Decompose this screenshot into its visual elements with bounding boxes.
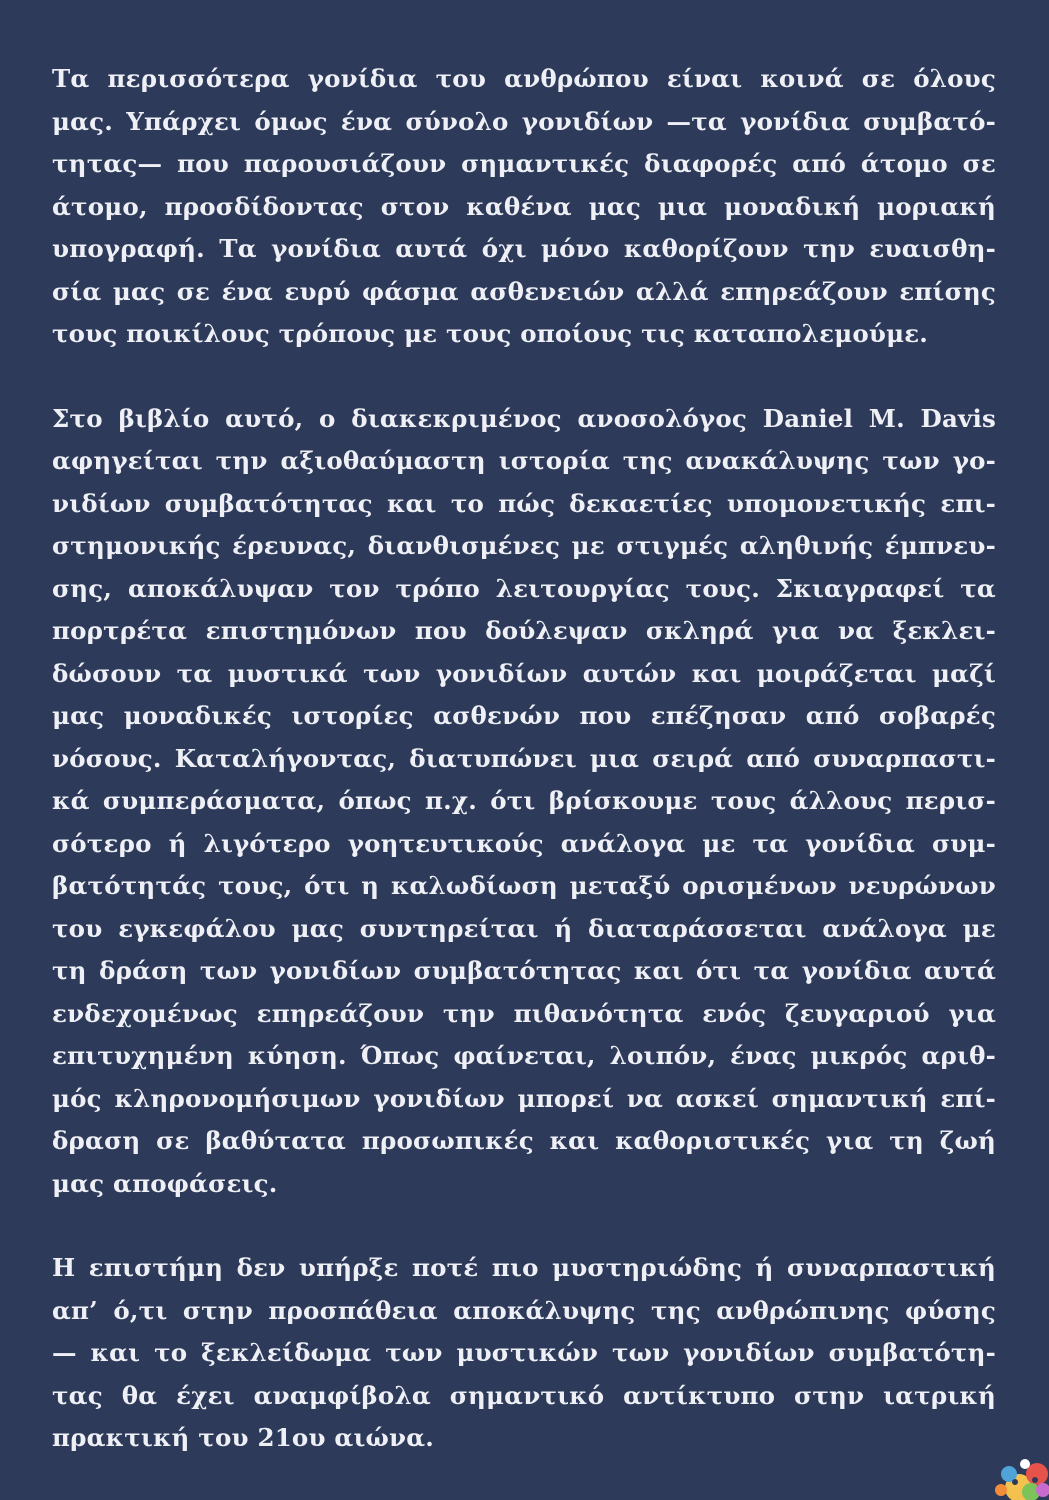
text-line: τητας— που παρουσιάζουν σημαντικές διαφορές από άτομο σε <box>52 149 996 178</box>
text-line: απ’ ό,τι στην προσπάθεια αποκάλυψης της ανθρώπινης φύσης <box>52 1295 996 1325</box>
text-line: μας. Υπάρχει όμως ένα σύνολο γονιδίων —τα γονίδια συμβατό- <box>52 106 996 136</box>
text-line: τη δράση των γονιδίων συμβατότητας και ότι τα γονίδια αυτά <box>52 956 996 985</box>
blurb-text <box>52 58 996 1460</box>
text-line: ενδεχομένως επηρεάζουν την πιθανότητα ενός ζευγαριού για <box>52 998 996 1028</box>
text-line: — και το ξεκλείδωμα των μυστικών των γονιδίων συμβατότη- <box>52 1338 996 1367</box>
blurb-paragraph <box>52 58 996 356</box>
text-line: υπογραφή. Τα γονίδια αυτά όχι μόνο καθορίζουν την ευαισθη- <box>52 234 996 263</box>
text-line: άτομο, προσδίδοντας στον καθένα μας μια μοναδική μοριακή <box>52 191 996 221</box>
text-line: κά συμπεράσματα, όπως π.χ. ότι βρίσκουμε τους άλλους περισ- <box>52 786 996 815</box>
text-line: νόσους. Καταλήγοντας, διατυπώνει μια σειρά από συναρπαστι- <box>52 743 996 773</box>
text-line: τους ποικίλους τρόπους με τους οποίους τις καταπολεμούμε. <box>52 319 929 348</box>
text-line: τας θα έχει αναμφίβολα σημαντικό αντίκτυπο στην ιατρική <box>52 1380 996 1410</box>
blurb-paragraph <box>52 1247 996 1460</box>
text-line: στημονικής έρευνας, διανθισμένες με στιγμές αληθινής έμπνευ- <box>52 531 996 560</box>
text-line: επιτυχημένη κύηση. Όπως φαίνεται, λοιπόν, ένας μικρός αριθ- <box>52 1041 996 1070</box>
blurb-paragraph <box>52 398 996 1206</box>
text-line: μας μοναδικές ιστορίες ασθενών που επέζησαν από σοβαρές <box>52 701 996 730</box>
text-line: δώσουν τα μυστικά των γονιδίων αυτών και μοιράζεται μαζί <box>52 658 996 688</box>
text-line: δραση σε βαθύτατα προσωπικές και καθοριστικές για τη ζωή <box>52 1126 996 1155</box>
text-line: Τα περισσότερα γονίδια του ανθρώπου είναι κοινά σε όλους <box>52 64 996 93</box>
text-line: αφηγείται την αξιοθαύμαστη ιστορία της ανακάλυψης των γο- <box>52 446 996 475</box>
text-line: μός κληρονομήσιμων γονιδίων μπορεί να ασκεί σημαντική επί- <box>52 1083 996 1113</box>
text-line: σης, αποκάλυψαν τον τρόπο λειτουργίας τους. Σκιαγραφεί τα <box>52 573 996 603</box>
text-line: μας αποφάσεις. <box>52 1168 278 1198</box>
text-line: πορτρέτα επιστημόνων που δούλεψαν σκληρά για να ξεκλει- <box>52 616 996 645</box>
text-line: πρακτική του 21ου αιώνα. <box>52 1423 435 1452</box>
text-line: βατότητάς τους, ότι η καλωδίωση μεταξύ ορισμένων νευρώνων <box>52 871 996 900</box>
text-line: Στο βιβλίο αυτό, ο διακεκριμένος ανοσολόγος Daniel M. Davis <box>52 403 996 433</box>
colorful-molecule-cluster-icon <box>979 1430 1049 1500</box>
text-line: του εγκεφάλου μας συντηρείται ή διαταράσσεται ανάλογα με <box>52 913 996 943</box>
text-line: σότερο ή λιγότερο γοητευτικούς ανάλογα με τα γονίδια συμ- <box>52 828 996 858</box>
text-line: σία μας σε ένα ευρύ φάσμα ασθενειών αλλά επηρεάζουν επίσης <box>52 276 996 306</box>
text-line: νιδίων συμβατότητας και το πώς δεκαετίες υπομονετικής επι- <box>52 488 996 518</box>
text-line: Η επιστήμη δεν υπήρξε ποτέ πιο μυστηριώδης ή συναρπαστική <box>52 1253 996 1282</box>
